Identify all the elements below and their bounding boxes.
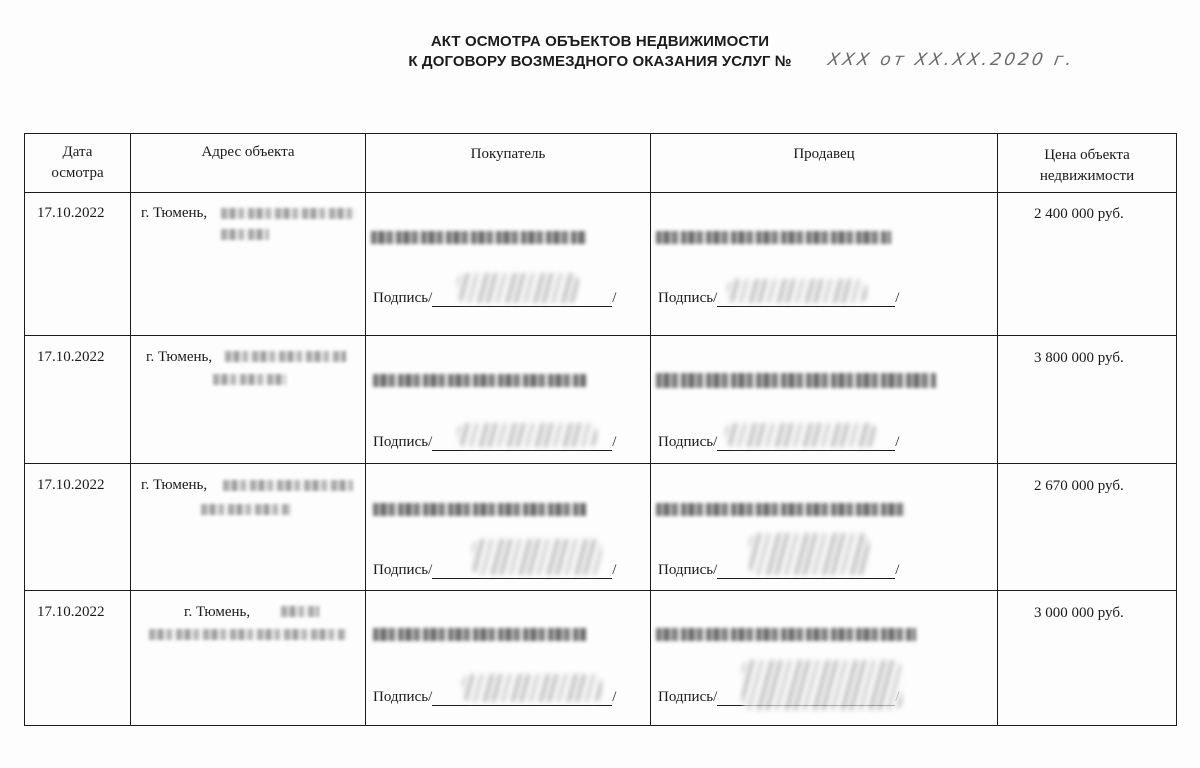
seller-signature-line [658,290,899,307]
price-cell [998,193,1177,336]
redacted-seller-signature [727,279,867,303]
price-cell [998,336,1177,464]
redacted-buyer-signature [472,539,602,575]
seller-signature-line [658,434,899,451]
signature-end: / [895,434,900,450]
table-row [25,464,1177,591]
document-title-line1: АКТ ОСМОТРА ОБЪЕКТОВ НЕДВИЖИМОСТИ [430,33,770,50]
redacted-seller-signature [725,423,877,447]
inspection-date: 17.10.2022 [37,604,105,620]
redacted-seller-name [656,503,906,516]
address-cell [131,464,366,591]
price-cell [998,591,1177,726]
seller-signature-line [658,562,899,579]
header-date [25,134,131,193]
signature-underline [432,563,612,579]
buyer-signature-line [373,434,616,451]
redacted-seller-name [656,231,891,244]
redacted-seller-name [656,373,936,388]
address-cell [131,193,366,336]
redacted-address [201,504,291,515]
property-price: 3 000 000 руб. [1034,605,1124,621]
signature-end: / [895,290,900,306]
header-seller [651,134,998,193]
redacted-address [149,629,346,640]
redacted-buyer-signature [457,273,579,303]
redacted-buyer-name [371,231,586,244]
address-city: г. Тюмень, [184,604,251,620]
signature-underline [717,291,895,307]
handwritten-contract-number: ХХХ от ХХ.ХХ.2020 г. [826,50,1077,70]
seller-signature-line [658,689,899,706]
inspection-date: 17.10.2022 [37,205,105,221]
header-price-line1: Цена объекта [1044,147,1130,163]
signature-end: / [612,689,617,705]
redacted-buyer-name [373,374,586,387]
redacted-address [223,480,353,491]
signature-label: Подпись/ [658,562,718,578]
signature-underline [717,690,895,706]
signature-label: Подпись/ [373,290,433,306]
header-date-line2: осмотра [51,165,104,181]
table-row [25,336,1177,464]
redacted-address [221,229,269,240]
date-cell [25,464,131,591]
header-seller-label: Продавец [793,146,855,162]
signature-label: Подпись/ [658,689,718,705]
property-price: 2 400 000 руб. [1034,206,1124,222]
signature-end: / [612,290,617,306]
redacted-buyer-signature [457,423,597,447]
signature-label: Подпись/ [373,434,433,450]
header-buyer-label: Покупатель [470,146,546,162]
signature-label: Подпись/ [373,689,433,705]
redacted-buyer-name [373,503,586,516]
redacted-seller-signature [742,660,902,710]
seller-cell [651,336,998,464]
signature-underline [432,690,612,706]
header-buyer [366,134,651,193]
buyer-signature-line [373,689,616,706]
table-header-row [25,134,1177,193]
inspection-table [24,133,1177,726]
signature-label: Подпись/ [373,562,433,578]
buyer-cell [366,464,651,591]
signature-label: Подпись/ [658,290,718,306]
buyer-cell [366,336,651,464]
price-cell [998,464,1177,591]
address-city: г. Тюмень, [141,477,208,493]
redacted-seller-name [656,628,916,641]
signature-underline [432,435,612,451]
inspection-date: 17.10.2022 [37,349,105,365]
signature-label: Подпись/ [658,434,718,450]
address-city: г. Тюмень, [141,205,208,221]
signature-underline [432,291,612,307]
redacted-buyer-signature [462,674,602,702]
address-cell [131,591,366,726]
redacted-address [221,208,356,219]
inspection-date: 17.10.2022 [37,477,105,493]
buyer-cell [366,591,651,726]
property-price: 2 670 000 руб. [1034,478,1124,494]
signature-end: / [895,562,900,578]
buyer-cell [366,193,651,336]
seller-cell [651,591,998,726]
redacted-buyer-name [373,628,586,641]
redacted-address [281,606,319,617]
signature-underline [717,563,895,579]
header-address-label: Адрес объекта [201,144,295,160]
header-price [998,134,1177,193]
property-price: 3 800 000 руб. [1034,350,1124,366]
header-date-line1: Дата [62,144,93,160]
address-cell [131,336,366,464]
seller-cell [651,193,998,336]
address-city: г. Тюмень, [146,349,213,365]
redacted-seller-signature [749,533,869,575]
signature-underline [717,435,895,451]
signature-end: / [612,434,617,450]
table-row [25,591,1177,726]
header-address [131,134,366,193]
table-row [25,193,1177,336]
document-title-line2: К ДОГОВОРУ ВОЗМЕЗДНОГО ОКАЗАНИЯ УСЛУГ № [408,53,792,70]
buyer-signature-line [373,290,616,307]
redacted-address [225,351,346,362]
signature-end: / [612,562,617,578]
date-cell [25,336,131,464]
buyer-signature-line [373,562,616,579]
date-cell [25,193,131,336]
seller-cell [651,464,998,591]
redacted-address [213,374,286,385]
header-price-line2: недвижимости [1039,168,1135,184]
date-cell [25,591,131,726]
